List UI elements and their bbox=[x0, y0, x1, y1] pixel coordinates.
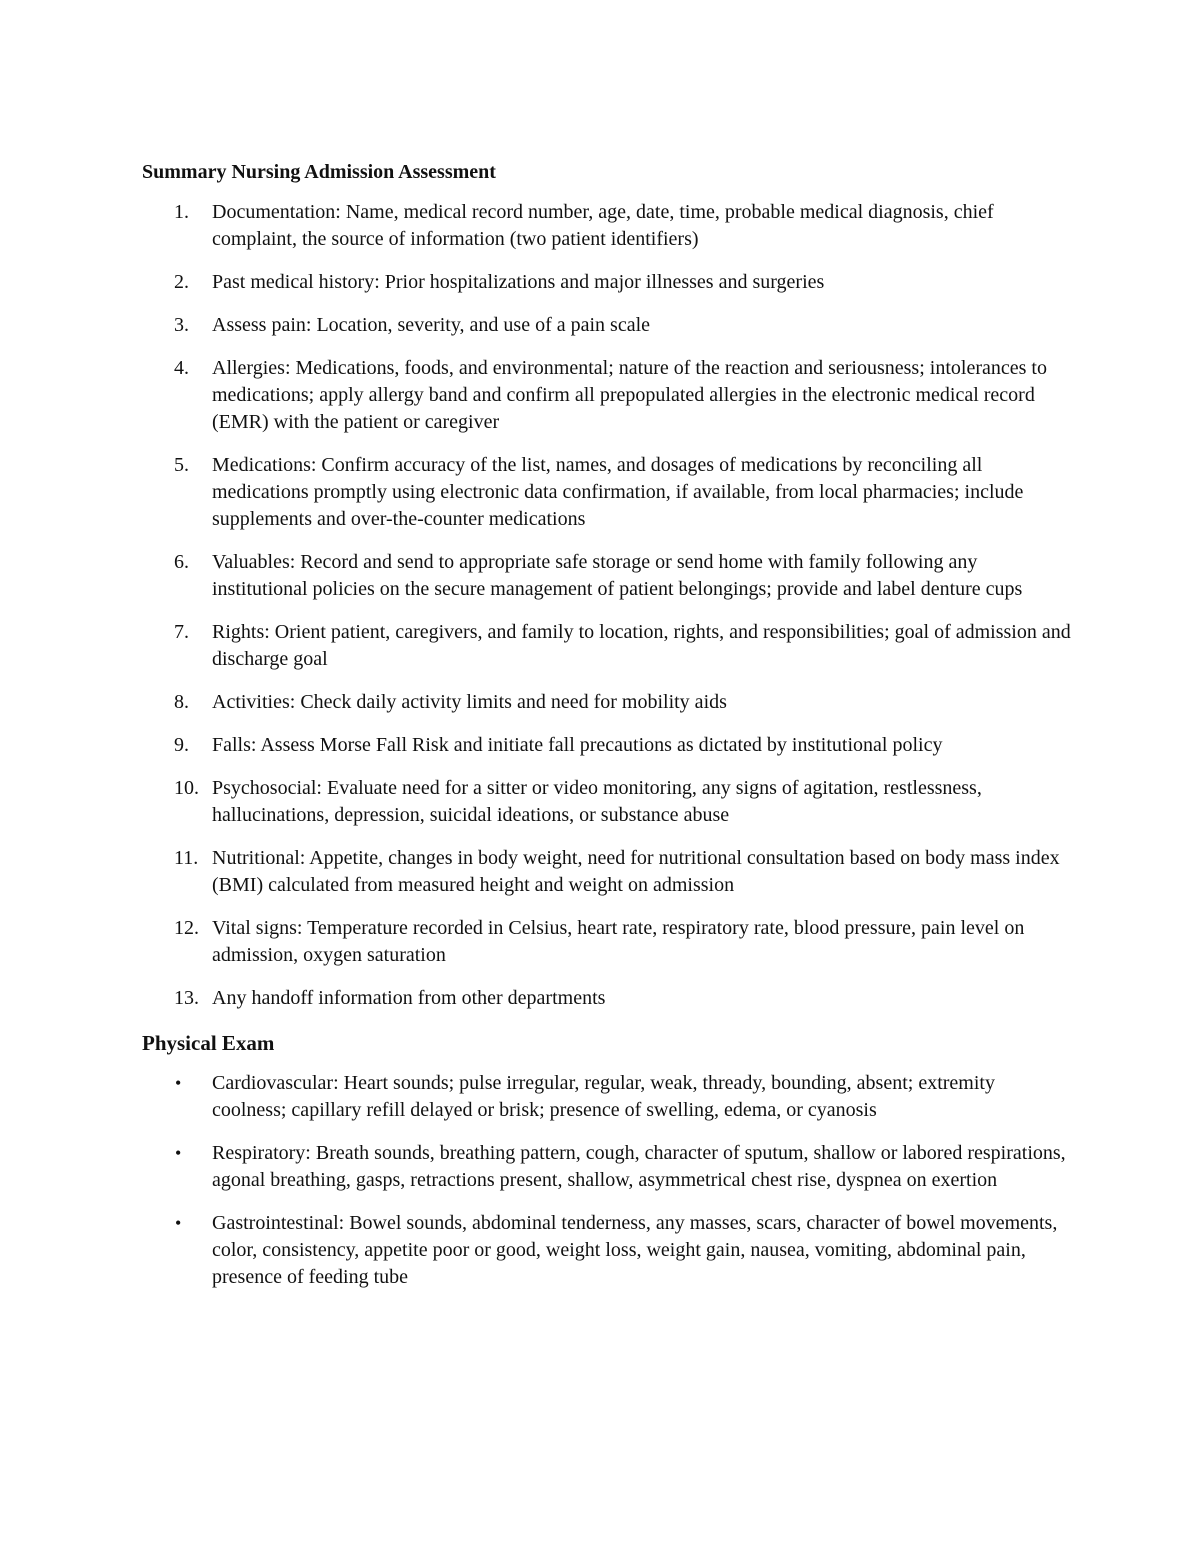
item-number: 4. bbox=[174, 357, 189, 379]
assessment-item-3 bbox=[142, 312, 1072, 339]
assessment-item-10 bbox=[142, 775, 1072, 829]
item-number: 2. bbox=[174, 271, 189, 293]
item-text: Cardiovascular: Heart sounds; pulse irregular, regular, weak, thready, bounding, absent; extremity coolness; capillary refill delayed or brisk; presence of swelling, edema, or cyanosis bbox=[212, 1072, 995, 1121]
document-body bbox=[142, 157, 1072, 1307]
physical-exam-heading: Physical Exam bbox=[142, 1031, 275, 1055]
exam-item-respiratory bbox=[142, 1140, 1072, 1194]
item-number: 8. bbox=[174, 691, 189, 713]
item-text: Assess pain: Location, severity, and use of a pain scale bbox=[212, 314, 651, 336]
item-number: 11. bbox=[174, 847, 199, 869]
item-number: 3. bbox=[174, 314, 189, 336]
physical-exam-list bbox=[142, 1070, 1072, 1291]
item-text: Falls: Assess Morse Fall Risk and initiate fall precautions as dictated by institutional policy bbox=[212, 734, 943, 756]
assessment-item-6 bbox=[142, 549, 1072, 603]
assessment-item-4 bbox=[142, 355, 1072, 436]
bullet-icon: • bbox=[175, 1073, 182, 1093]
item-text: Medications: Confirm accuracy of the list, names, and dosages of medications by reconciling all medications promptly using electronic data confirmation, if available, from local pharmacies; include supplements and over-the-counter medications bbox=[212, 454, 1024, 530]
assessment-item-1 bbox=[142, 199, 1072, 253]
exam-item-gastrointestinal bbox=[142, 1210, 1072, 1291]
item-number: 6. bbox=[174, 551, 189, 573]
exam-item-cardiovascular bbox=[142, 1070, 1072, 1124]
item-text: Documentation: Name, medical record number, age, date, time, probable medical diagnosis, chief complaint, the source of information (two patient identifiers) bbox=[212, 201, 994, 250]
item-number: 13. bbox=[174, 987, 199, 1009]
bullet-icon: • bbox=[175, 1213, 182, 1233]
item-number: 10. bbox=[174, 777, 199, 799]
item-number: 9. bbox=[174, 734, 189, 756]
item-number: 1. bbox=[174, 201, 189, 223]
assessment-item-13 bbox=[142, 985, 1072, 1012]
item-text: Rights: Orient patient, caregivers, and family to location, rights, and responsibilities; goal of admission and discharge goal bbox=[212, 621, 1071, 670]
assessment-item-9 bbox=[142, 732, 1072, 759]
item-text: Respiratory: Breath sounds, breathing pattern, cough, character of sputum, shallow or labored respirations, agonal breathing, gasps, retractions present, shallow, asymmetrical chest rise, dyspnea on exertion bbox=[212, 1142, 1066, 1191]
item-text: Vital signs: Temperature recorded in Celsius, heart rate, respiratory rate, blood pressure, pain level on admission, oxygen saturation bbox=[212, 917, 1025, 966]
document-title: Summary Nursing Admission Assessment bbox=[142, 161, 496, 183]
assessment-item-8 bbox=[142, 689, 1072, 716]
assessment-item-5 bbox=[142, 452, 1072, 533]
item-number: 7. bbox=[174, 621, 189, 643]
assessment-item-2 bbox=[142, 269, 1072, 296]
bullet-icon: • bbox=[175, 1143, 182, 1163]
item-text: Nutritional: Appetite, changes in body weight, need for nutritional consultation based on body mass index (BMI) calculated from measured height and weight on admission bbox=[212, 847, 1060, 896]
item-text: Psychosocial: Evaluate need for a sitter or video monitoring, any signs of agitation, restlessness, hallucinations, depression, suicidal ideations, or substance abuse bbox=[212, 777, 982, 826]
item-text: Allergies: Medications, foods, and environmental; nature of the reaction and seriousness; intolerances to medications; apply allergy band and confirm all prepopulated allergies in the electronic medical record (EMR) with the patient or caregiver bbox=[212, 357, 1047, 433]
item-number: 5. bbox=[174, 454, 189, 476]
item-number: 12. bbox=[174, 917, 199, 939]
item-text: Past medical history: Prior hospitalizations and major illnesses and surgeries bbox=[212, 271, 825, 293]
assessment-list bbox=[142, 199, 1072, 1012]
item-text: Any handoff information from other departments bbox=[212, 987, 606, 1009]
item-text: Gastrointestinal: Bowel sounds, abdominal tenderness, any masses, scars, character of bowel movements, color, consistency, appetite poor or good, weight loss, weight gain, nausea, vomiting, abdominal pain, presence of feeding tube bbox=[212, 1212, 1058, 1288]
assessment-item-7 bbox=[142, 619, 1072, 673]
item-text: Valuables: Record and send to appropriate safe storage or send home with family following any institutional policies on the secure management of patient belongings; provide and label denture cups bbox=[212, 551, 1023, 600]
assessment-item-11 bbox=[142, 845, 1072, 899]
item-text: Activities: Check daily activity limits and need for mobility aids bbox=[212, 691, 727, 713]
assessment-item-12 bbox=[142, 915, 1072, 969]
